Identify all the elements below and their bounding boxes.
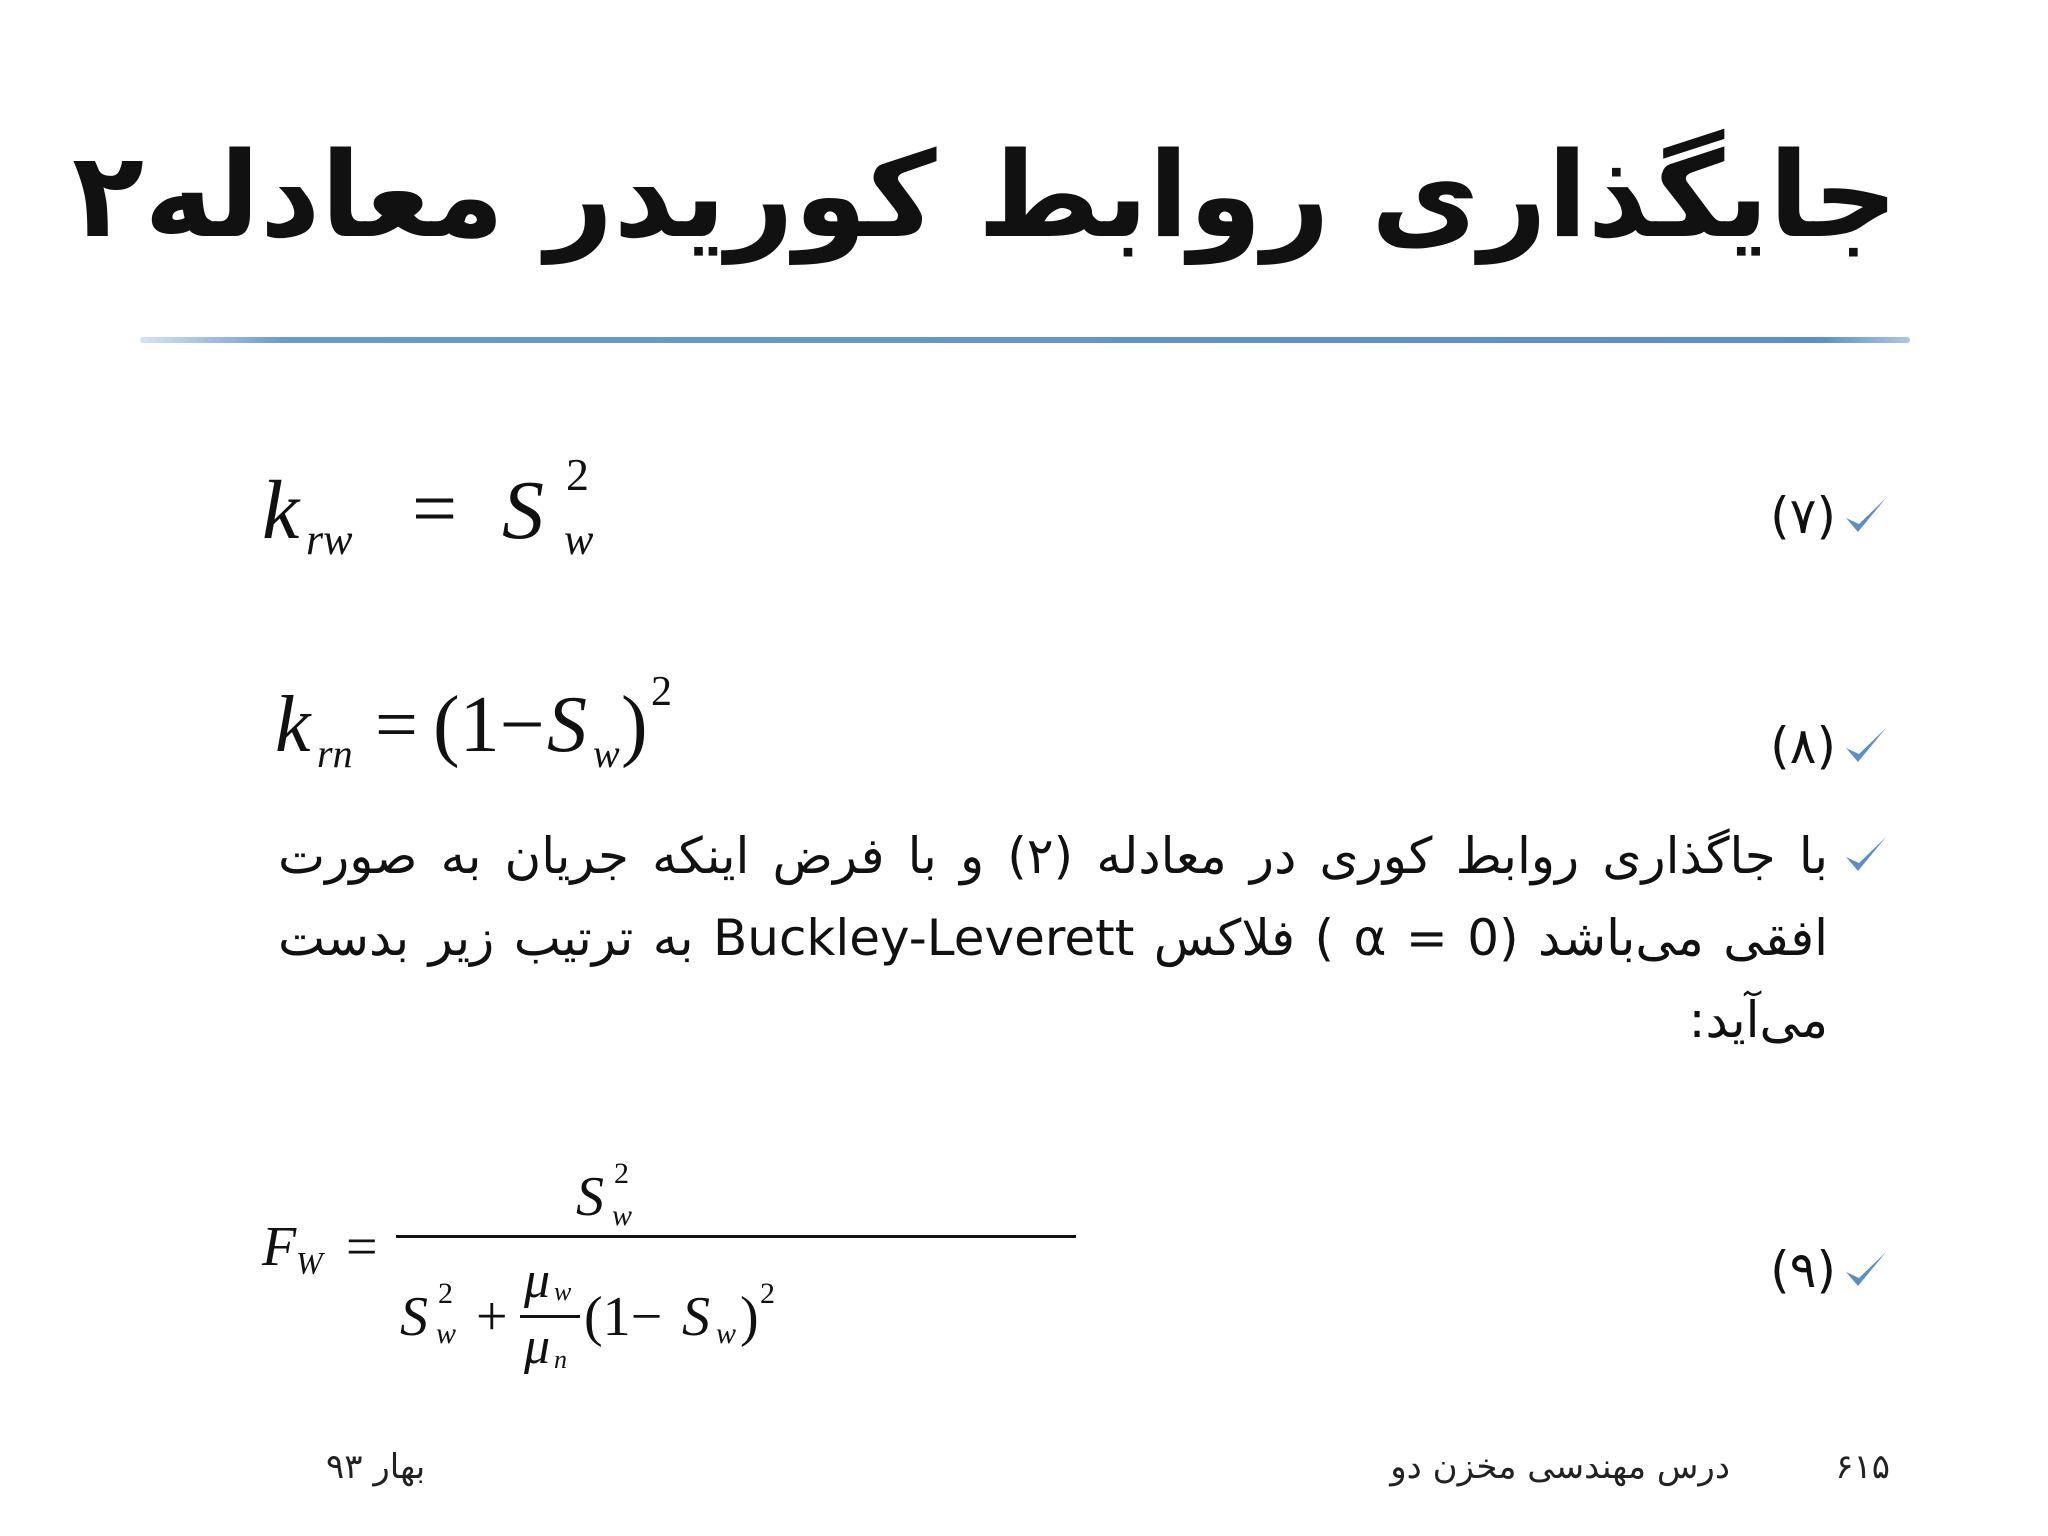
footer-page-number: ۶۱۵ [1835, 1447, 1890, 1487]
eq9-fraction-bar [396, 1235, 1076, 1238]
checkmark-icon [1842, 1246, 1890, 1294]
eq8-lhs-symbol: k [275, 681, 311, 769]
eq8-close-paren: ) [621, 681, 648, 769]
eq8-rhs-sub: w [593, 731, 620, 776]
equation-8-number: (۸) [1770, 717, 1836, 775]
eq9-lhs-symbol: F [262, 1216, 297, 1278]
equation-7-number: (۷) [1770, 487, 1836, 545]
eq9-den-s-sup: 2 [438, 1277, 453, 1310]
slide-title: جایگذاری روابط کوریدر معادله۲ [72, 126, 1898, 264]
eq9-mu-bottom: μ [524, 1318, 551, 1375]
equation-9-number: (۹) [1770, 1241, 1836, 1299]
eq9-den-tail-sub: w [716, 1317, 737, 1350]
eq7-rhs-sub: w [564, 515, 594, 564]
eq7-lhs-sub: rw [306, 515, 353, 564]
checkmark-icon [1842, 722, 1890, 770]
eq7-rhs-symbol: S [502, 464, 544, 557]
eq8-open-paren: (1− [433, 681, 545, 769]
equation-8-marker [1770, 716, 1890, 776]
description-paragraph: با جاگذاری روابط کوری در معادله (۲) و با فرض اینکه جریان به صورت افقی می‌باشد (α = 0 ) فلاکس Buckley-Leverett به ترتیب زیر بدست می‌آید: [278, 827, 1828, 1049]
eq9-mu-top: μ [524, 1252, 551, 1309]
eq9-mu-bottom-sub: n [554, 1345, 567, 1374]
title-divider [140, 336, 1910, 344]
equation-9-marker [1770, 1240, 1890, 1300]
checkmark-icon [1842, 492, 1890, 540]
eq7-lhs-symbol: k [262, 464, 300, 557]
eq9-den-s-sub: w [436, 1317, 457, 1350]
eq8-rhs-symbol: S [547, 681, 587, 769]
eq8-equals: = [375, 683, 418, 767]
eq9-num-sup: 2 [614, 1157, 629, 1190]
eq9-num-symbol: S [576, 1166, 604, 1228]
eq7-equals: = [412, 465, 458, 553]
eq9-den-plus: + [476, 1286, 508, 1348]
eq9-lhs-sub: W [296, 1245, 323, 1281]
eq8-lhs-sub: rn [317, 731, 353, 776]
equation-9-formula [262, 1157, 822, 1405]
eq9-den-tail-close: ) [740, 1286, 759, 1348]
footer-course: درس مهندسی مخزن دو [1390, 1447, 1730, 1487]
eq7-rhs-sup: 2 [566, 449, 589, 500]
checkmark-icon [1842, 831, 1890, 879]
eq8-rhs-sup: 2 [651, 669, 672, 715]
eq9-den-tail-open: (1− [584, 1286, 663, 1348]
equation-7-formula [262, 449, 622, 572]
eq9-equals: = [346, 1216, 378, 1278]
eq9-den-s: S [400, 1286, 428, 1348]
eq9-mu-top-sub: w [554, 1277, 572, 1306]
equation-7-marker [1770, 486, 1890, 546]
eq9-den-tail-sup: 2 [760, 1277, 775, 1310]
eq9-num-sub: w [612, 1199, 633, 1232]
equation-8-formula [275, 669, 695, 790]
footer-term: بهار ۹۳ [326, 1447, 426, 1487]
eq9-den-tail-s: S [682, 1286, 710, 1348]
